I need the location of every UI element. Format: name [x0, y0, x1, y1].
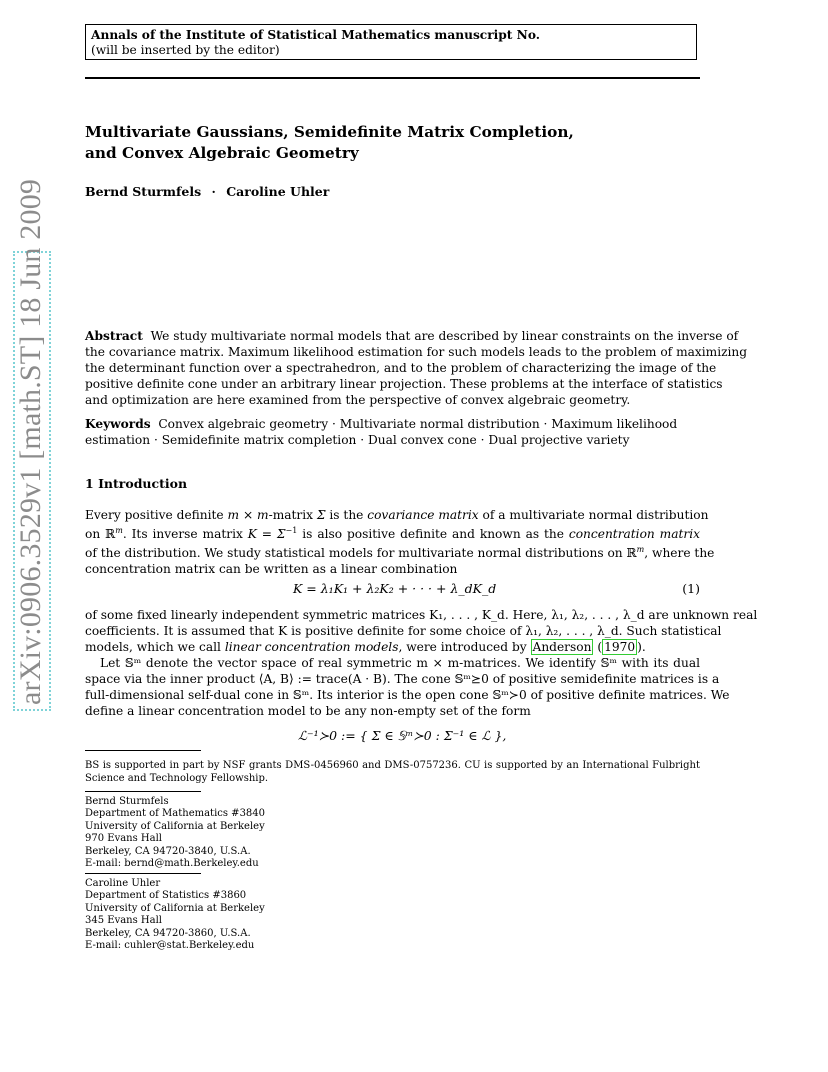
text-line: models, which we call linear concentration models, were introduced by Anderson ( 1970 ). [85, 640, 646, 654]
citation-year-link[interactable]: 1970 [604, 640, 636, 654]
footnote-line: Science and Technology Fellowship. [85, 773, 269, 784]
email-address[interactable]: E-mail: bernd@math.Berkeley.edu [85, 858, 259, 870]
address-line: Caroline Uhler [85, 878, 161, 889]
abstract-line: the covariance matrix. Maximum likelihood estimation for such models leads to the problem of maximizing [85, 345, 748, 359]
author-name: Caroline Uhler [226, 184, 330, 199]
text-line: concentration matrix can be written as a linear combination [85, 562, 458, 577]
address-line: Berkeley, CA 94720-3860, U.S.A. [85, 927, 251, 939]
paper-title [85, 122, 645, 164]
address-line: University of California at Berkeley [85, 820, 265, 832]
equation-body: K = λ₁K₁ + λ₂K₂ + · · · + λ_dK_d [293, 581, 497, 596]
arxiv-stamp[interactable] [13, 178, 51, 711]
address-rule [85, 873, 201, 874]
citation-link[interactable]: Anderson [532, 640, 592, 654]
address-line: University of California at Berkeley [85, 902, 265, 914]
section-heading [85, 476, 187, 491]
footnote-rule [85, 750, 201, 751]
text-line: of some fixed linearly independent symmetric matrices K₁, . . . , K_d. Here, λ₁, λ₂, . . . , λ_d are unknown real [85, 608, 758, 622]
abstract-label: Abstract [85, 329, 143, 343]
equation-number: (1) [682, 581, 700, 596]
keywords-line: Keywords Convex algebraic geometry · Multivariate normal distribution · Maximum likelihood [85, 417, 678, 431]
intro-paragraph-1 [85, 507, 715, 577]
address-line: Bernd Sturmfels [85, 796, 169, 807]
abstract-line: and optimization are here examined from the perspective of convex algebraic geometry. [85, 393, 631, 407]
author-list [85, 184, 329, 199]
address-line: Berkeley, CA 94720-3840, U.S.A. [85, 845, 251, 857]
keywords-line: estimation · Semidefinite matrix completion · Dual convex cone · Dual projective variety [85, 433, 630, 447]
abstract-line: positive definite cone under an arbitrary linear projection. These problems at the interface of statistics [85, 377, 723, 391]
keywords-label: Keywords [85, 417, 151, 431]
text-line: space via the inner product ⟨A, B⟩ := trace(A · B). The cone 𝕊ᵐ⪰0 of positive semidefinite matrices is a [85, 672, 720, 686]
journal-name: Annals of the Institute of Statistical Mathematics manuscript No. [91, 28, 540, 42]
editor-note: (will be inserted by the editor) [91, 43, 280, 57]
abstract [85, 328, 748, 408]
journal-header-box [85, 24, 697, 60]
abstract-line: Abstract We study multivariate normal models that are described by linear constraints on the inverse of [85, 329, 739, 343]
arxiv-identifier[interactable]: arXiv:0906.3529v1 [math.ST] 18 Jun 2009 [14, 178, 47, 705]
equation-1 [85, 581, 700, 599]
display-equation: ℒ⁻¹≻0 := { Σ ∈ 𝕊ᵐ≻0 : Σ⁻¹ ∈ ℒ }, [298, 728, 507, 743]
title-line-2: and Convex Algebraic Geometry [85, 144, 359, 162]
author-address-2 [85, 878, 265, 952]
email-address[interactable]: E-mail: cuhler@stat.Berkeley.edu [85, 940, 255, 952]
address-line: Department of Mathematics #3840 [85, 808, 266, 820]
section-number: 1 [85, 476, 94, 491]
text-line: Every positive definite m × m-matrix Σ is the covariance matrix of a multivariate normal distribution [85, 508, 709, 522]
text-line: of the distribution. We study statistical models for multivariate normal distributions on ℝ$^m$, where the [85, 545, 715, 561]
funding-footnote [85, 759, 700, 785]
text-line: Let 𝕊ᵐ denote the vector space of real symmetric m × m-matrices. We identify 𝕊ᵐ with its dual [100, 656, 700, 670]
intro-paragraph-2 [85, 607, 758, 655]
address-line: Department of Statistics #3860 [85, 890, 247, 902]
header-rule [85, 77, 700, 79]
address-line: 970 Evans Hall [85, 833, 163, 845]
address-line: 345 Evans Hall [85, 915, 163, 927]
footnote-line: BS is supported in part by NSF grants DMS-0456960 and DMS-0757236. CU is supported by an International Fulbright [85, 760, 700, 771]
text-line: on ℝ$^m$. Its inverse matrix $K = \Sigma^{-1}$ is also positive definite and known as the concentration matrix [85, 526, 700, 542]
address-rule [85, 791, 201, 792]
author-address-1 [85, 796, 265, 870]
author-separator: · [211, 184, 216, 199]
text-line: coefficients. It is assumed that K is positive definite for some choice of λ₁, λ₂, . . . , λ_d. Such statistical [85, 624, 722, 638]
title-line-1: Multivariate Gaussians, Semidefinite Matrix Completion, [85, 123, 574, 141]
text-line: define a linear concentration model to be any non-empty set of the form [85, 704, 531, 718]
text-line: full-dimensional self-dual cone in 𝕊ᵐ. Its interior is the open cone 𝕊ᵐ≻0 of positive definite matrices. We [85, 688, 730, 702]
section-title: Introduction [98, 476, 188, 491]
author-name: Bernd Sturmfels [85, 184, 202, 199]
abstract-line: the determinant function over a spectrahedron, and to the problem of characterizing the image of the [85, 361, 717, 375]
keywords [85, 416, 700, 448]
intro-paragraph-3 [85, 655, 730, 719]
